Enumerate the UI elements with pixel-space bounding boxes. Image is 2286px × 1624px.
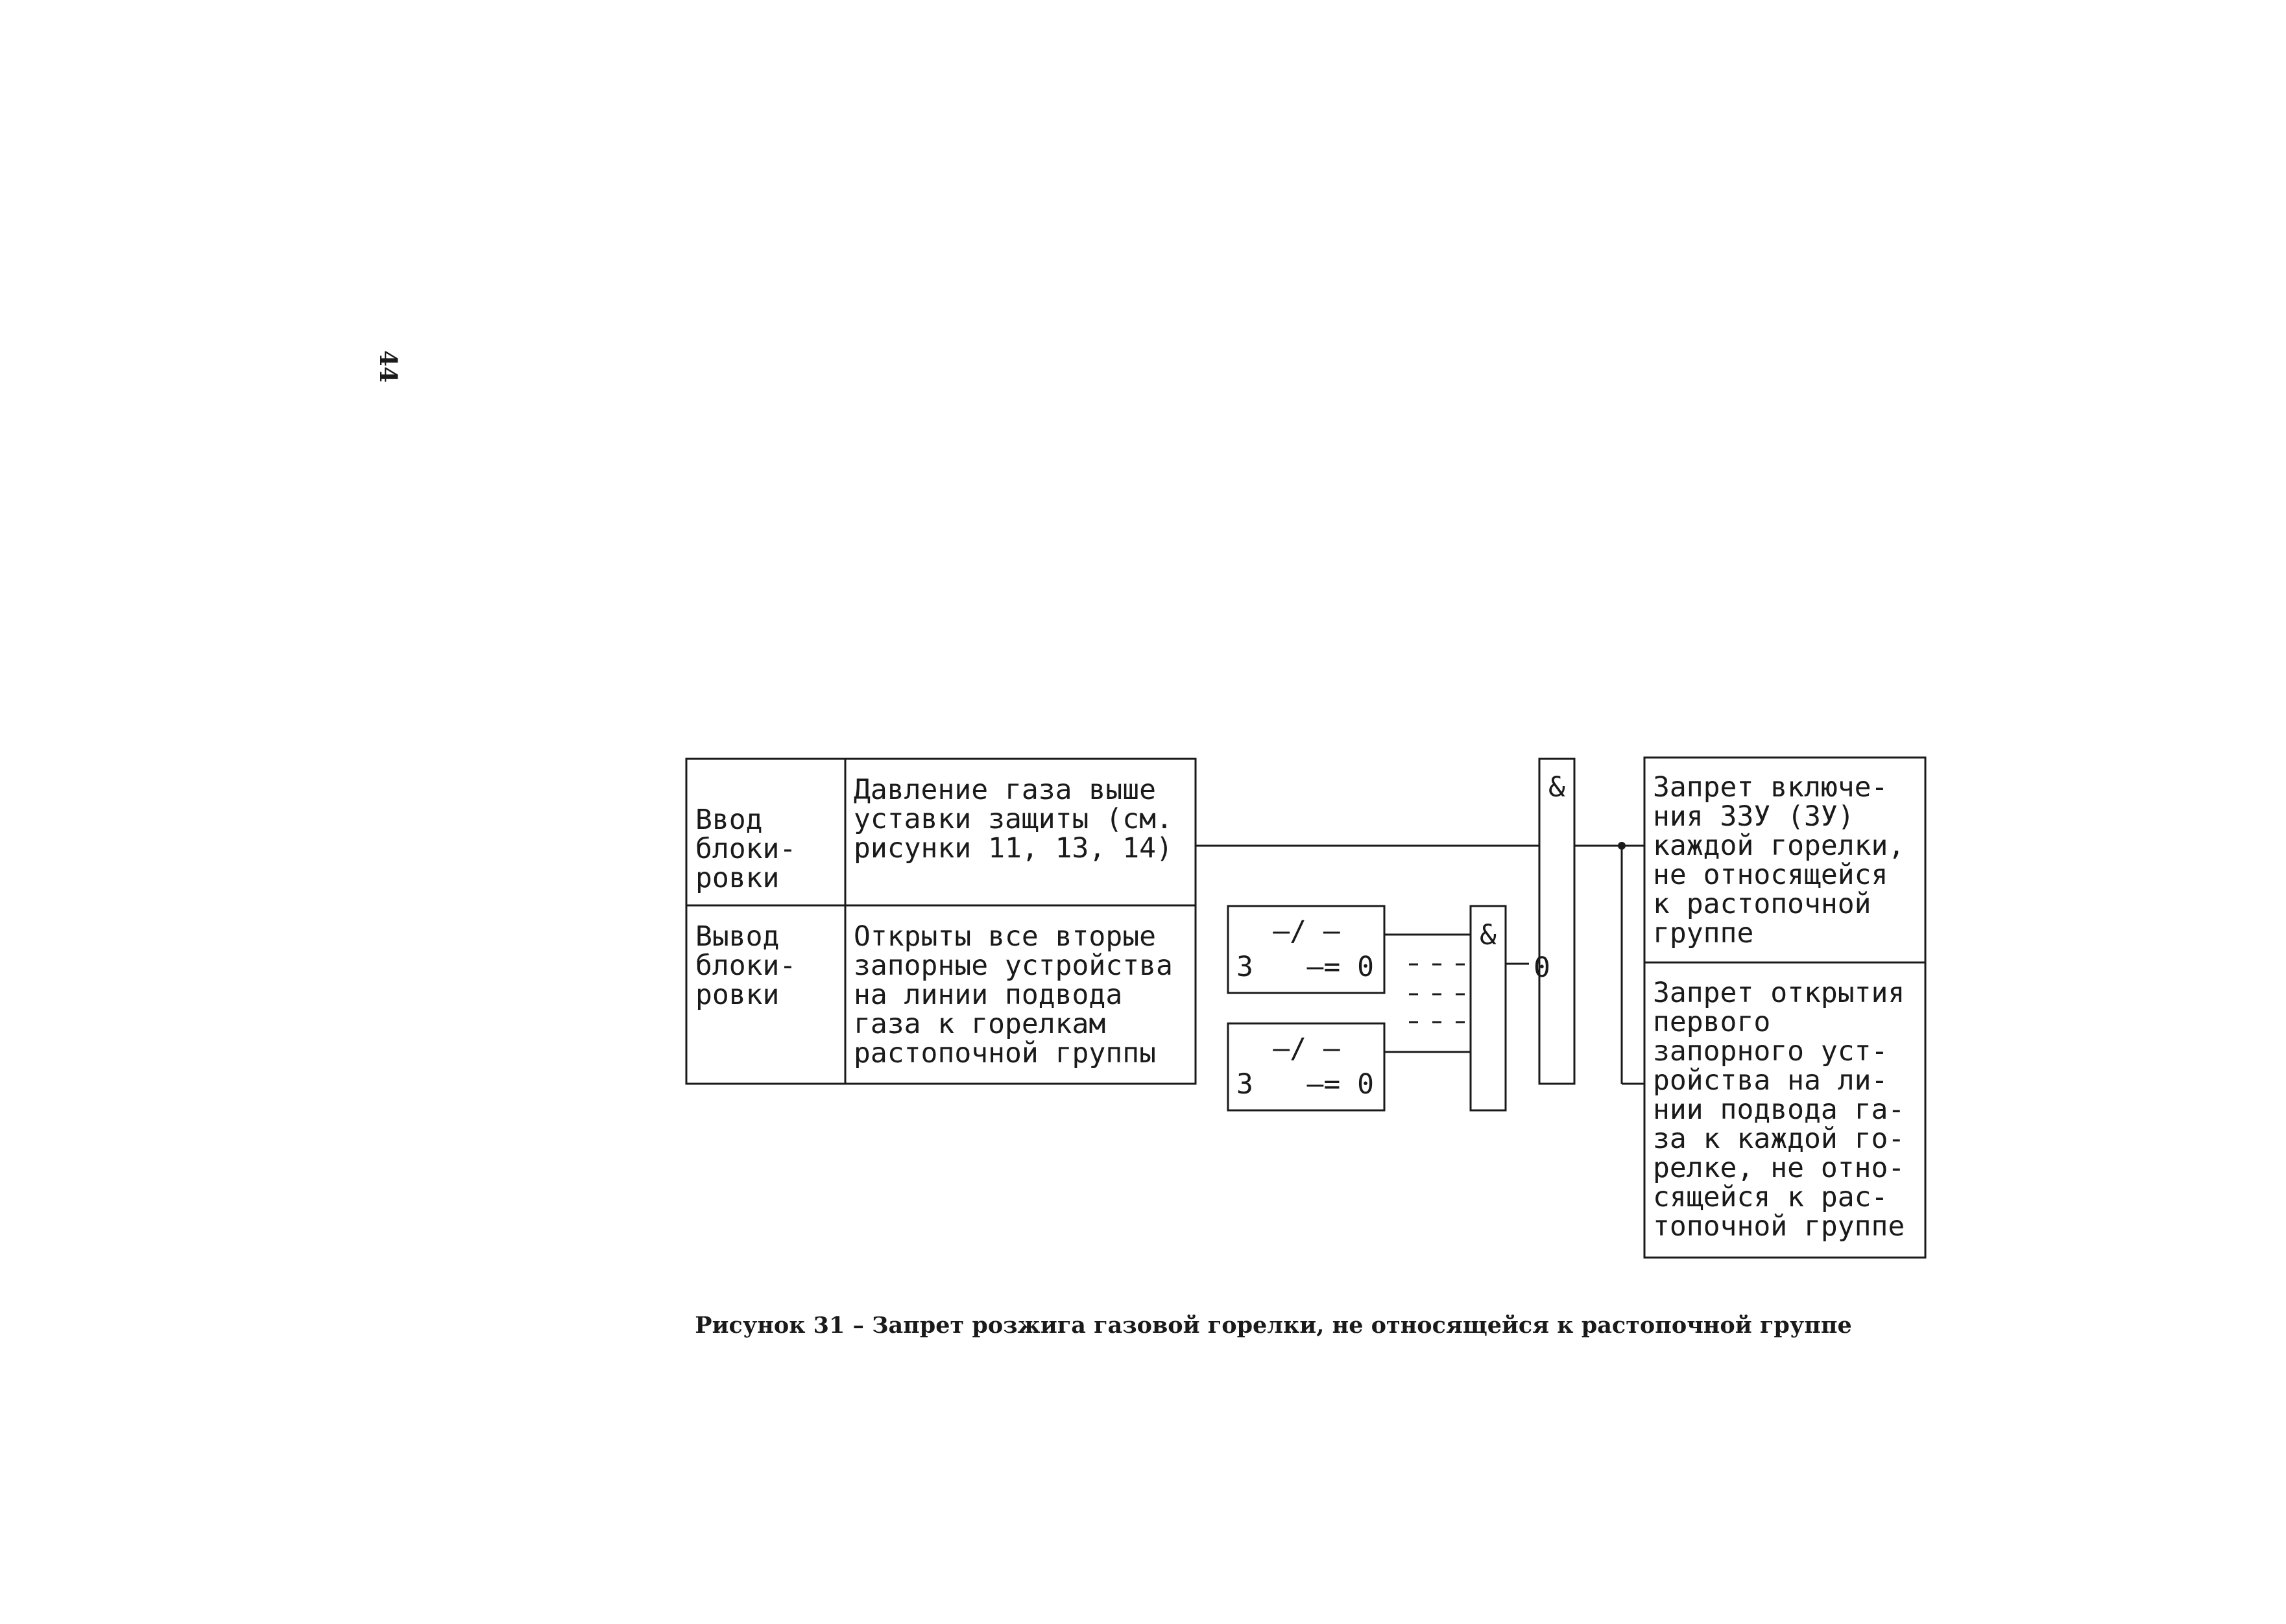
- row1-label-line: Ввод: [695, 804, 763, 836]
- row2-condition-line: запорные устройства: [854, 949, 1173, 982]
- row1-condition: [854, 774, 1173, 865]
- timer-block-2: [1228, 1023, 1384, 1110]
- row2-condition-line: Открыты все вторые: [854, 920, 1156, 953]
- junction-dot: [1618, 842, 1626, 850]
- output-1-line: Запрет включе-: [1653, 771, 1888, 804]
- row2-condition-line: газа к горелкам: [854, 1008, 1106, 1040]
- output-1-line: группе: [1653, 917, 1754, 949]
- output-2-line: Запрет открытия: [1653, 977, 1905, 1009]
- timer-symbol: —/ —: [1273, 915, 1340, 948]
- output-2-line: за к каждой го-: [1653, 1123, 1905, 1155]
- and-gate-symbol: &: [1480, 919, 1497, 951]
- output-2-line: топочной группе: [1653, 1210, 1905, 1243]
- output-2-line: релке, не отно-: [1653, 1152, 1905, 1184]
- timer-block-1: [1228, 906, 1384, 993]
- output-1-line: ния ЗЗУ (ЗУ): [1653, 800, 1855, 833]
- row2-condition-line: растопочной группы: [854, 1037, 1156, 1069]
- output-1-line: не относящейся: [1653, 859, 1888, 891]
- output-2-line: нии подвода га-: [1653, 1093, 1905, 1126]
- output-table: [1644, 758, 1925, 1258]
- output-2-line: первого: [1653, 1006, 1771, 1038]
- input-table: [686, 759, 1196, 1084]
- row1-label-line: блоки-: [695, 833, 797, 865]
- row1-label-line: ровки: [695, 862, 780, 894]
- and-gate-symbol: &: [1548, 771, 1565, 804]
- row1-condition-line: рисунки 11, 13, 14): [854, 832, 1173, 865]
- row2-label-line: блоки-: [695, 949, 797, 982]
- output-2-line: запорного уст-: [1653, 1035, 1888, 1068]
- row1-condition-line: Давление газа выше: [854, 774, 1156, 806]
- output-2-line: ройства на ли-: [1653, 1064, 1888, 1097]
- inverting-input-marker: 0: [1534, 951, 1550, 984]
- output-1-line: каждой горелки,: [1653, 830, 1905, 862]
- row1-condition-line: уставки защиты (см.: [854, 803, 1173, 835]
- and-gate-large: [1534, 759, 1574, 1084]
- timer-output: —= 0: [1306, 951, 1374, 983]
- timer-output: —= 0: [1306, 1068, 1374, 1101]
- row2-label-line: Вывод: [695, 920, 780, 953]
- row2-condition-line: на линии подвода: [854, 979, 1123, 1011]
- and-gate-large-frame: [1539, 759, 1574, 1084]
- timer-delay: 3: [1236, 1068, 1253, 1101]
- timer-delay: 3: [1236, 951, 1253, 983]
- timer-symbol: —/ —: [1273, 1033, 1340, 1065]
- row2-label-line: ровки: [695, 979, 780, 1011]
- page-number: 44: [374, 350, 402, 383]
- and-gate-small: [1471, 906, 1506, 1110]
- output-2-line: сящейся к рас-: [1653, 1181, 1888, 1213]
- output-1-line: к растопочной: [1653, 888, 1871, 920]
- figure-caption: Рисунок 31 – Запрет розжига газовой горелки, не относящейся к растопочной группе: [695, 1312, 1852, 1339]
